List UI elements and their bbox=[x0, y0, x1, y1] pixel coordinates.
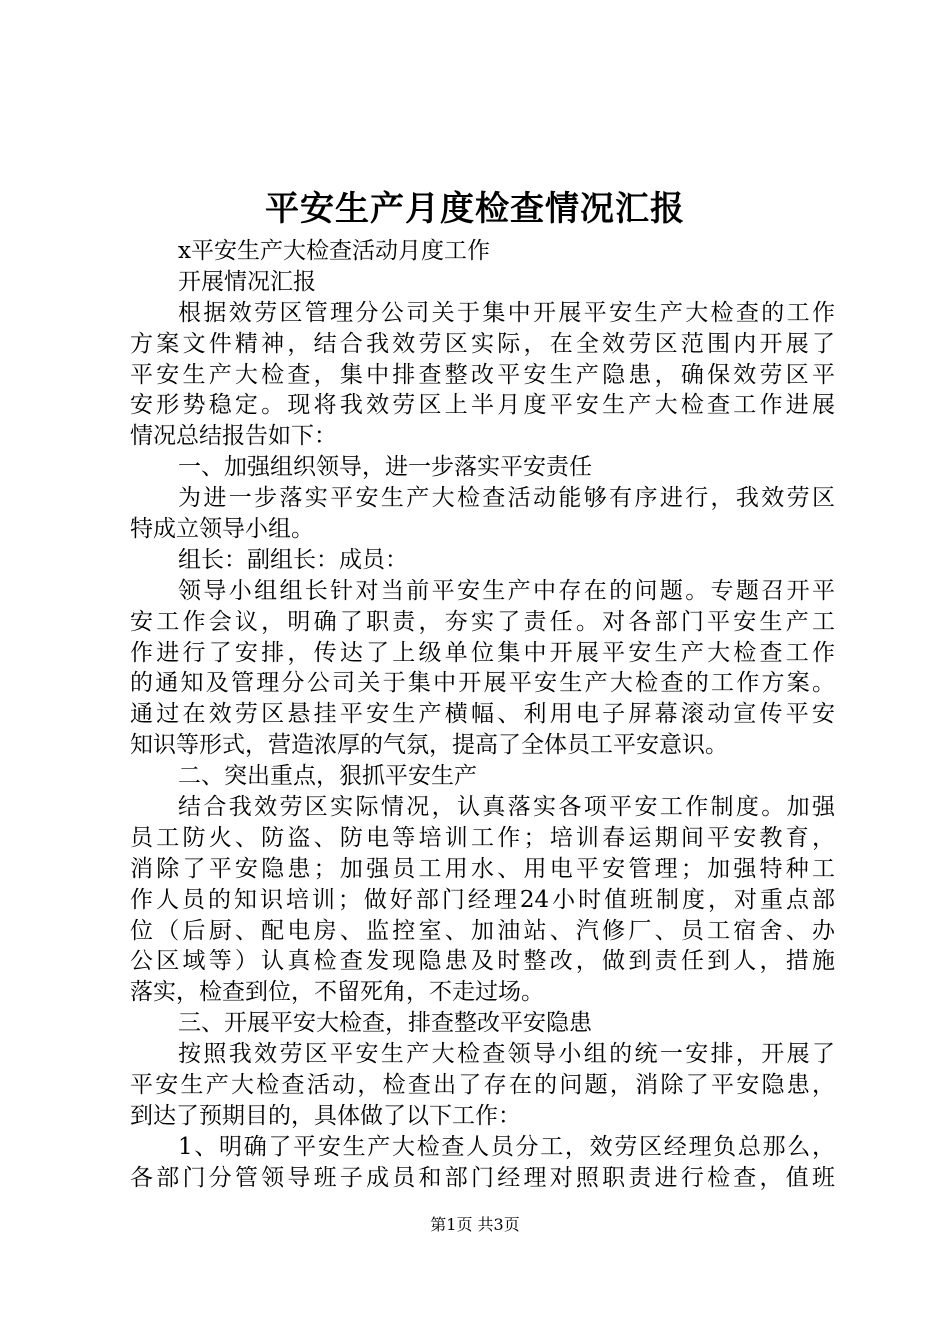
text-line: 三、开展平安大检查，排查整改平安隐患 bbox=[178, 1010, 592, 1037]
text-line: 平安生产大检查，集中排查整改平安生产隐患，确保效劳区平 bbox=[130, 361, 835, 388]
text-line: 平安生产大检查活动，检查出了存在的问题，消除了平安隐患， bbox=[130, 1072, 835, 1099]
text-line: 领导小组组长针对当前平安生产中存在的问题。专题召开平 bbox=[178, 577, 835, 604]
text-line: 落实，检查到位，不留死角，不走过场。 bbox=[130, 979, 544, 1006]
text-line: 的通知及管理分公司关于集中开展平安生产大检查的工作方案。 bbox=[130, 670, 835, 697]
text-line: 公区域等）认真检查发现隐患及时整改，做到责任到人，措施 bbox=[130, 948, 835, 975]
text-line: 按照我效劳区平安生产大检查领导小组的统一安排，开展了 bbox=[178, 1041, 835, 1068]
page-footer: 第1页 共3页 bbox=[430, 1215, 520, 1234]
document-body bbox=[130, 236, 835, 1194]
text-line: 消除了平安隐患；加强员工用水、用电平安管理；加强特种工 bbox=[130, 855, 835, 882]
text-line: 位（后厨、配电房、监控室、加油站、汽修厂、员工宿舍、办 bbox=[130, 917, 835, 944]
text-line: 一、加强组织领导，进一步落实平安责任 bbox=[178, 454, 592, 481]
text-line: 特成立领导小组。 bbox=[130, 516, 314, 543]
text-line: 作进行了安排，传达了上级单位集中开展平安生产大检查工作 bbox=[130, 639, 835, 666]
text-line: 员工防火、防盗、防电等培训工作；培训春运期间平安教育， bbox=[130, 824, 835, 851]
text-line: 开展情况汇报 bbox=[178, 268, 316, 295]
text-line: 1、明确了平安生产大检查人员分工，效劳区经理负总那么， bbox=[178, 1133, 835, 1160]
text-line: 安工作会议，明确了职责，夯实了责任。对各部门平安生产工 bbox=[130, 608, 835, 635]
text-line: 根据效劳区管理分公司关于集中开展平安生产大检查的工作 bbox=[178, 299, 835, 326]
text-line: 情况总结报告如下： bbox=[130, 423, 337, 450]
text-line: 组长：副组长：成员： bbox=[178, 546, 408, 573]
text-line: 二、突出重点，狠抓平安生产 bbox=[178, 763, 477, 790]
text-line: x平安生产大检查活动月度工作 bbox=[178, 238, 490, 264]
text-line: 知识等形式，营造浓厚的气氛，提高了全体员工平安意识。 bbox=[130, 732, 728, 759]
text-line: 到达了预期目的，具体做了以下工作： bbox=[130, 1102, 521, 1129]
text-line: 为进一步落实平安生产大检查活动能够有序进行，我效劳区 bbox=[178, 485, 835, 512]
text-line: 各部门分管领导班子成员和部门经理对照职责进行检查，值班 bbox=[130, 1164, 835, 1191]
text-line: 通过在效劳区悬挂平安生产横幅、利用电子屏幕滚动宣传平安 bbox=[130, 701, 835, 728]
text-line: 安形势稳定。现将我效劳区上半月度平安生产大检查工作进展 bbox=[130, 392, 835, 419]
document-title: 平安生产月度检查情况汇报 bbox=[265, 189, 685, 229]
text-line: 结合我效劳区实际情况，认真落实各项平安工作制度。加强 bbox=[178, 794, 835, 821]
text-line: 作人员的知识培训；做好部门经理24小时值班制度，对重点部 bbox=[130, 886, 835, 913]
text-line: 方案文件精神，结合我效劳区实际，在全效劳区范围内开展了 bbox=[130, 330, 835, 357]
